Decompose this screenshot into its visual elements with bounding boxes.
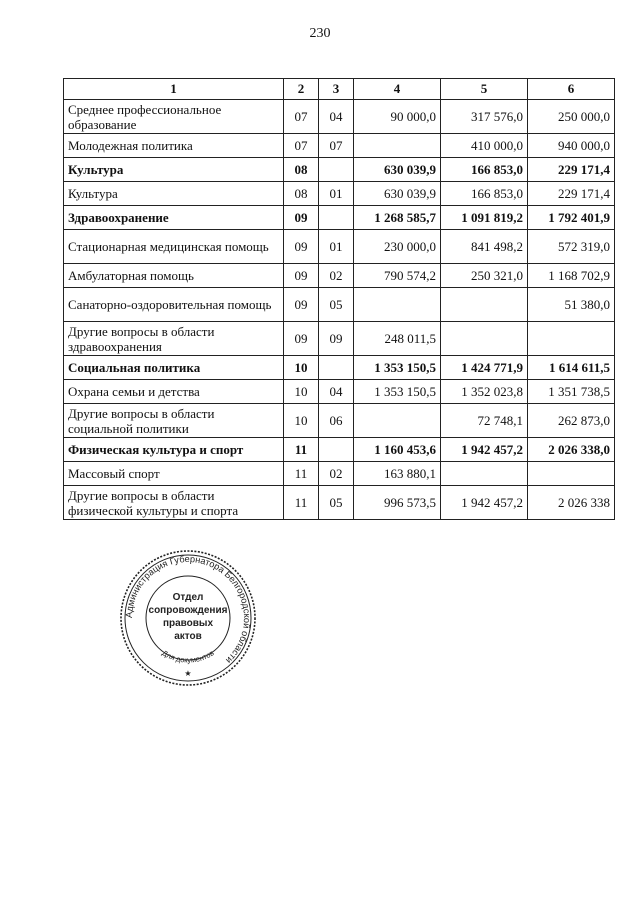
value-col6-cell: 1 792 401,9: [528, 206, 615, 230]
table-row: [64, 462, 615, 486]
subsection-code-cell: [319, 206, 354, 230]
value-col6-cell: 229 171,4: [528, 158, 615, 182]
stamp-line-4: актов: [174, 631, 202, 642]
section-code-cell: 07: [284, 134, 319, 158]
row-name-cell: Здравоохранение: [64, 206, 284, 230]
value-col5-cell: 250 321,0: [441, 264, 528, 288]
value-col5-cell: 166 853,0: [441, 182, 528, 206]
section-code-cell: 10: [284, 404, 319, 438]
row-name-cell: Амбулаторная помощь: [64, 264, 284, 288]
value-col5-cell: 1 091 819,2: [441, 206, 528, 230]
subsection-code-cell: 02: [319, 264, 354, 288]
header-cell: 4: [354, 79, 441, 100]
row-name-cell: Социальная политика: [64, 356, 284, 380]
value-col4-cell: 230 000,0: [354, 230, 441, 264]
table-row: [64, 356, 615, 380]
section-code-cell: 08: [284, 182, 319, 206]
value-col6-cell: [528, 322, 615, 356]
value-col6-cell: 262 873,0: [528, 404, 615, 438]
stamp-star-icon: ★: [184, 669, 192, 678]
table-row: [64, 380, 615, 404]
header-cell: 5: [441, 79, 528, 100]
table-row: [64, 288, 615, 322]
value-col4-cell: [354, 404, 441, 438]
value-col5-cell: 317 576,0: [441, 100, 528, 134]
value-col4-cell: 248 011,5: [354, 322, 441, 356]
value-col6-cell: 572 319,0: [528, 230, 615, 264]
stamp-line-3: правовых: [162, 618, 214, 629]
value-col6-cell: 940 000,0: [528, 134, 615, 158]
value-col6-cell: 1 351 738,5: [528, 380, 615, 404]
subsection-code-cell: 02: [319, 462, 354, 486]
section-code-cell: 11: [284, 486, 319, 520]
table-row: [64, 182, 615, 206]
row-name-cell: Другие вопросы в области физической культуры и спорта: [64, 486, 284, 520]
value-col6-cell: 250 000,0: [528, 100, 615, 134]
section-code-cell: 07: [284, 100, 319, 134]
value-col4-cell: 630 039,9: [354, 182, 441, 206]
row-name-cell: Массовый спорт: [64, 462, 284, 486]
stamp-line-2: сопровождения: [148, 605, 228, 616]
value-col6-cell: 2 026 338,0: [528, 438, 615, 462]
table-row: [64, 322, 615, 356]
page-number: 230: [309, 26, 331, 41]
section-code-cell: 11: [284, 462, 319, 486]
value-col5-cell: [441, 288, 528, 322]
table-row: [64, 230, 615, 264]
value-col5-cell: 841 498,2: [441, 230, 528, 264]
value-col6-cell: 2 026 338: [528, 486, 615, 520]
value-col5-cell: 72 748,1: [441, 404, 528, 438]
value-col5-cell: 166 853,0: [441, 158, 528, 182]
subsection-code-cell: 06: [319, 404, 354, 438]
subsection-code-cell: 07: [319, 134, 354, 158]
table-row: [64, 264, 615, 288]
stamp-line-1: Отдел: [172, 592, 204, 603]
subsection-code-cell: [319, 158, 354, 182]
value-col5-cell: 1 424 771,9: [441, 356, 528, 380]
value-col6-cell: 1 168 702,9: [528, 264, 615, 288]
value-col5-cell: 1 942 457,2: [441, 486, 528, 520]
section-code-cell: 09: [284, 322, 319, 356]
header-cell: 6: [528, 79, 615, 100]
subsection-code-cell: [319, 356, 354, 380]
section-code-cell: 09: [284, 264, 319, 288]
value-col4-cell: 1 353 150,5: [354, 380, 441, 404]
value-col4-cell: 1 160 453,6: [354, 438, 441, 462]
table-row: [64, 100, 615, 134]
value-col6-cell: 1 614 611,5: [528, 356, 615, 380]
row-name-cell: Культура: [64, 182, 284, 206]
value-col4-cell: 1 353 150,5: [354, 356, 441, 380]
row-name-cell: Среднее профессиональное образование: [64, 100, 284, 134]
row-name-cell: Молодежная политика: [64, 134, 284, 158]
table-row: [64, 206, 615, 230]
section-code-cell: 09: [284, 288, 319, 322]
subsection-code-cell: [319, 438, 354, 462]
row-name-cell: Санаторно-оздоровительная помощь: [64, 288, 284, 322]
value-col4-cell: 996 573,5: [354, 486, 441, 520]
section-code-cell: 09: [284, 206, 319, 230]
table-row: [64, 404, 615, 438]
value-col5-cell: 410 000,0: [441, 134, 528, 158]
value-col4-cell: 790 574,2: [354, 264, 441, 288]
value-col5-cell: 1 942 457,2: [441, 438, 528, 462]
row-name-cell: Стационарная медицинская помощь: [64, 230, 284, 264]
row-name-cell: Другие вопросы в области социальной политики: [64, 404, 284, 438]
value-col5-cell: 1 352 023,8: [441, 380, 528, 404]
value-col6-cell: 229 171,4: [528, 182, 615, 206]
table-header-row: [64, 79, 615, 100]
value-col5-cell: [441, 322, 528, 356]
row-name-cell: Физическая культура и спорт: [64, 438, 284, 462]
subsection-code-cell: 01: [319, 230, 354, 264]
subsection-code-cell: 05: [319, 486, 354, 520]
value-col4-cell: 630 039,9: [354, 158, 441, 182]
subsection-code-cell: 01: [319, 182, 354, 206]
value-col6-cell: [528, 462, 615, 486]
header-cell: 1: [64, 79, 284, 100]
subsection-code-cell: 09: [319, 322, 354, 356]
table-row: [64, 134, 615, 158]
official-stamp: [118, 548, 258, 688]
section-code-cell: 08: [284, 158, 319, 182]
table-row: [64, 486, 615, 520]
table-body: [64, 100, 615, 520]
value-col4-cell: 163 880,1: [354, 462, 441, 486]
value-col6-cell: 51 380,0: [528, 288, 615, 322]
section-code-cell: 10: [284, 380, 319, 404]
row-name-cell: Культура: [64, 158, 284, 182]
subsection-code-cell: 05: [319, 288, 354, 322]
section-code-cell: 09: [284, 230, 319, 264]
header-cell: 3: [319, 79, 354, 100]
section-code-cell: 10: [284, 356, 319, 380]
stamp-ring-text: Администрация Губернатора Белгородской области: [123, 553, 253, 666]
row-name-cell: Охрана семьи и детства: [64, 380, 284, 404]
value-col4-cell: [354, 134, 441, 158]
table-row: [64, 158, 615, 182]
value-col5-cell: [441, 462, 528, 486]
row-name-cell: Другие вопросы в области здравоохранения: [64, 322, 284, 356]
subsection-code-cell: 04: [319, 380, 354, 404]
subsection-code-cell: 04: [319, 100, 354, 134]
header-cell: 2: [284, 79, 319, 100]
table-row: [64, 438, 615, 462]
value-col4-cell: [354, 288, 441, 322]
value-col4-cell: 90 000,0: [354, 100, 441, 134]
stamp-bottom-text: Для документов: [160, 648, 216, 665]
value-col4-cell: 1 268 585,7: [354, 206, 441, 230]
section-code-cell: 11: [284, 438, 319, 462]
budget-table: [63, 78, 615, 520]
